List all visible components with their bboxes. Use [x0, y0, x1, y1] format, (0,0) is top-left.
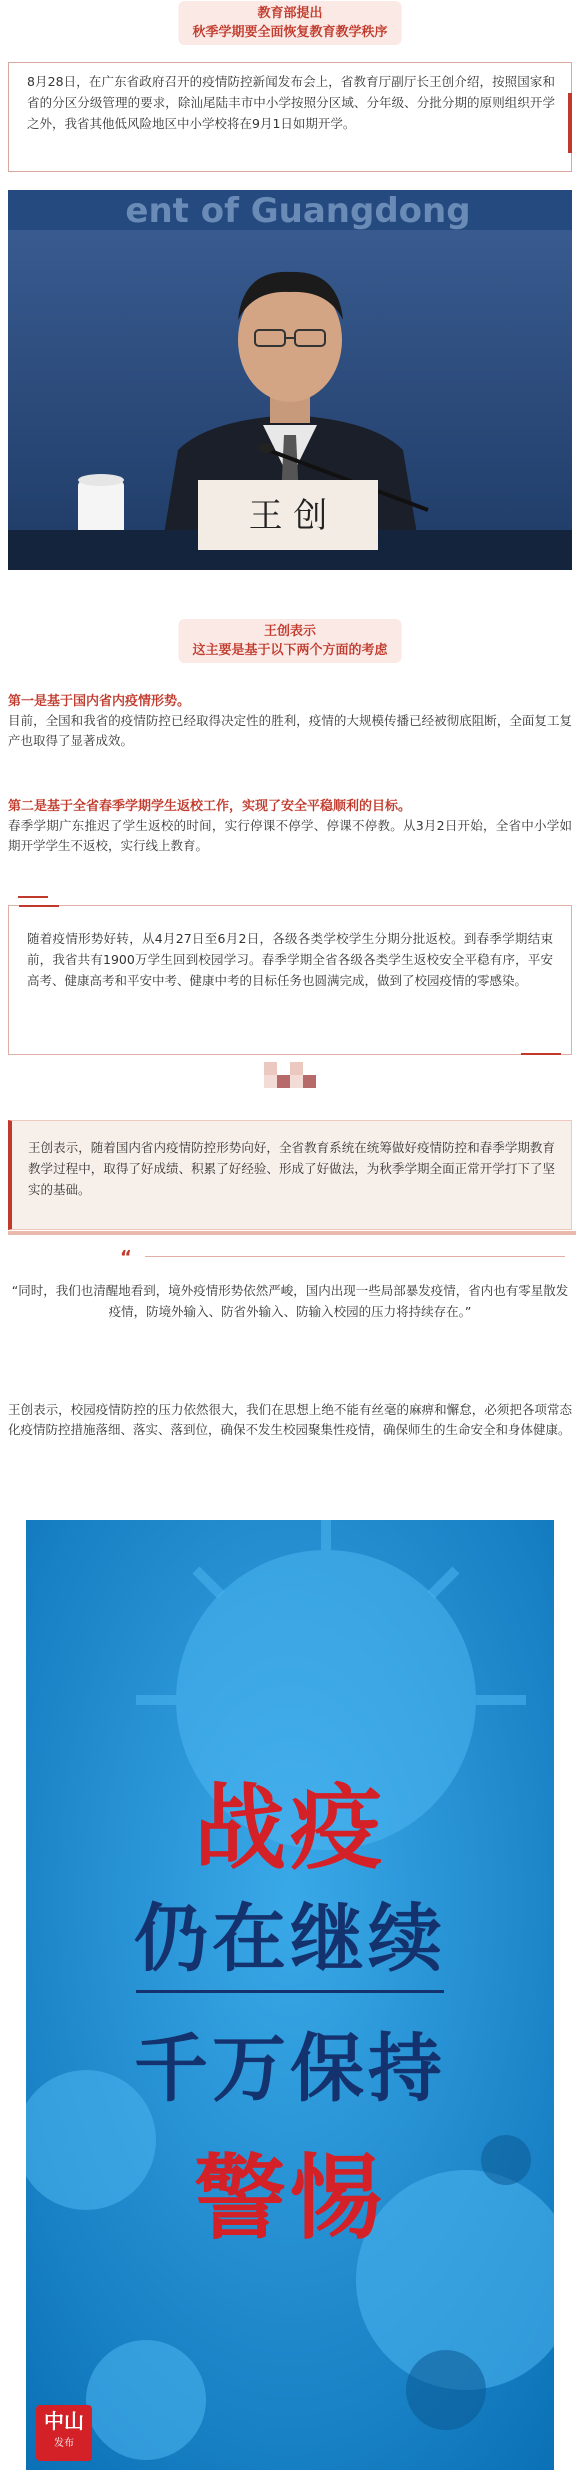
summary-box: [8, 1120, 572, 1230]
heading-1: [192, 4, 387, 42]
poster-line-3: 千万保持: [134, 2026, 446, 2112]
return-to-school-box: [8, 905, 572, 1055]
decor-line: [18, 896, 48, 898]
poster-line-4: 警惕: [193, 2145, 386, 2252]
logo-text-top: 中山: [44, 2409, 84, 2433]
backdrop-text: ent of Guangdong: [125, 191, 471, 231]
quote-mark-icon: “: [120, 1247, 132, 1268]
name-plate: 王 创: [248, 496, 328, 536]
decor-line: [19, 905, 59, 907]
poster-line-1: 战疫: [193, 1775, 386, 1882]
decor-line: [521, 1053, 561, 1055]
logo-text-bottom: 发布: [54, 2438, 74, 2449]
poster-line-2: 仍在继续: [134, 1896, 446, 1982]
speaker-illustration: [8, 190, 572, 570]
heading-1-line1: 教育部提出: [257, 6, 323, 21]
section-2-title: 第二是基于全省春季学期学生返校工作，实现了安全平稳顺利的目标。: [8, 799, 412, 814]
quote-divider: [145, 1256, 565, 1257]
heading-2-line2: 这主要是基于以下两个方面的考虑: [192, 643, 388, 658]
intro-box: [8, 62, 572, 172]
heading-2: [192, 622, 387, 660]
return-to-school-text: 随着疫情形势好转，从4月27日至6月2日，各级各类学校学生分期分批返校。到春季学期结束前，我省共有1900万学生回到校园学习。春季学期全省各级各类学生返校安全平稳有序，平安高考、健康高考和平安中考、健康中考的目标任务也圆满完成，做到了校园疫情的零感染。: [27, 931, 553, 988]
closing-text: 王创表示，校园疫情防控的压力依然很大，我们在思想上绝不能有丝毫的麻痹和懈怠，必须把各项常态化疫情防控措施落细、落实、落到位，确保不发生校园聚集性疫情，确保师生的生命安全和身体健康。: [8, 1402, 572, 1437]
checker-decor: [264, 1062, 316, 1088]
intro-text: 8月28日，在广东省政府召开的疫情防控新闻发布会上，省教育厅副厅长王创介绍，按照国家和省的分区分级管理的要求，除汕尾陆丰市中小学按照分区域、分年级、分批分期的原则组织开学之外，我省其他低风险地区中小学校将在9月1日如期开学。: [27, 74, 555, 131]
heading-1-line2: 秋季学期要全面恢复教育教学秩序: [192, 25, 388, 40]
poster-divider: [136, 1990, 444, 1993]
decor-bar: [568, 93, 572, 153]
poster: [26, 1520, 554, 2470]
quote-text: “同时，我们也清醒地看到，境外疫情形势依然严峻，国内出现一些局部暴发疫情，省内也有零星散发疫情，防境外输入、防省外输入、防输入校园的压力将持续存在。”: [11, 1283, 569, 1319]
speaker-photo: [8, 190, 572, 570]
section-1-title: 第一是基于国内省内疫情形势。: [8, 694, 191, 709]
decor-shadow: [8, 1231, 576, 1235]
heading-2-line1: 王创表示: [263, 624, 317, 639]
section-2-body: 春季学期广东推迟了学生返校的时间，实行停课不停学、停课不停教。从3月2日开始，全省中小学如期开学学生不返校，实行线上教育。: [8, 818, 572, 853]
virus-background: [26, 1520, 554, 2470]
section-1-body: 目前，全国和我省的疫情防控已经取得决定性的胜利，疫情的大规模传播已经被彻底阻断，全面复工复产也取得了显著成效。: [8, 713, 572, 748]
zhongshan-logo: [36, 2405, 92, 2461]
summary-text: 王创表示，随着国内省内疫情防控形势向好，全省教育系统在统筹做好疫情防控和春季学期教育教学过程中，取得了好成绩、积累了好经验、形成了好做法，为秋季学期全面正常开学打下了坚实的基础。: [28, 1140, 555, 1197]
